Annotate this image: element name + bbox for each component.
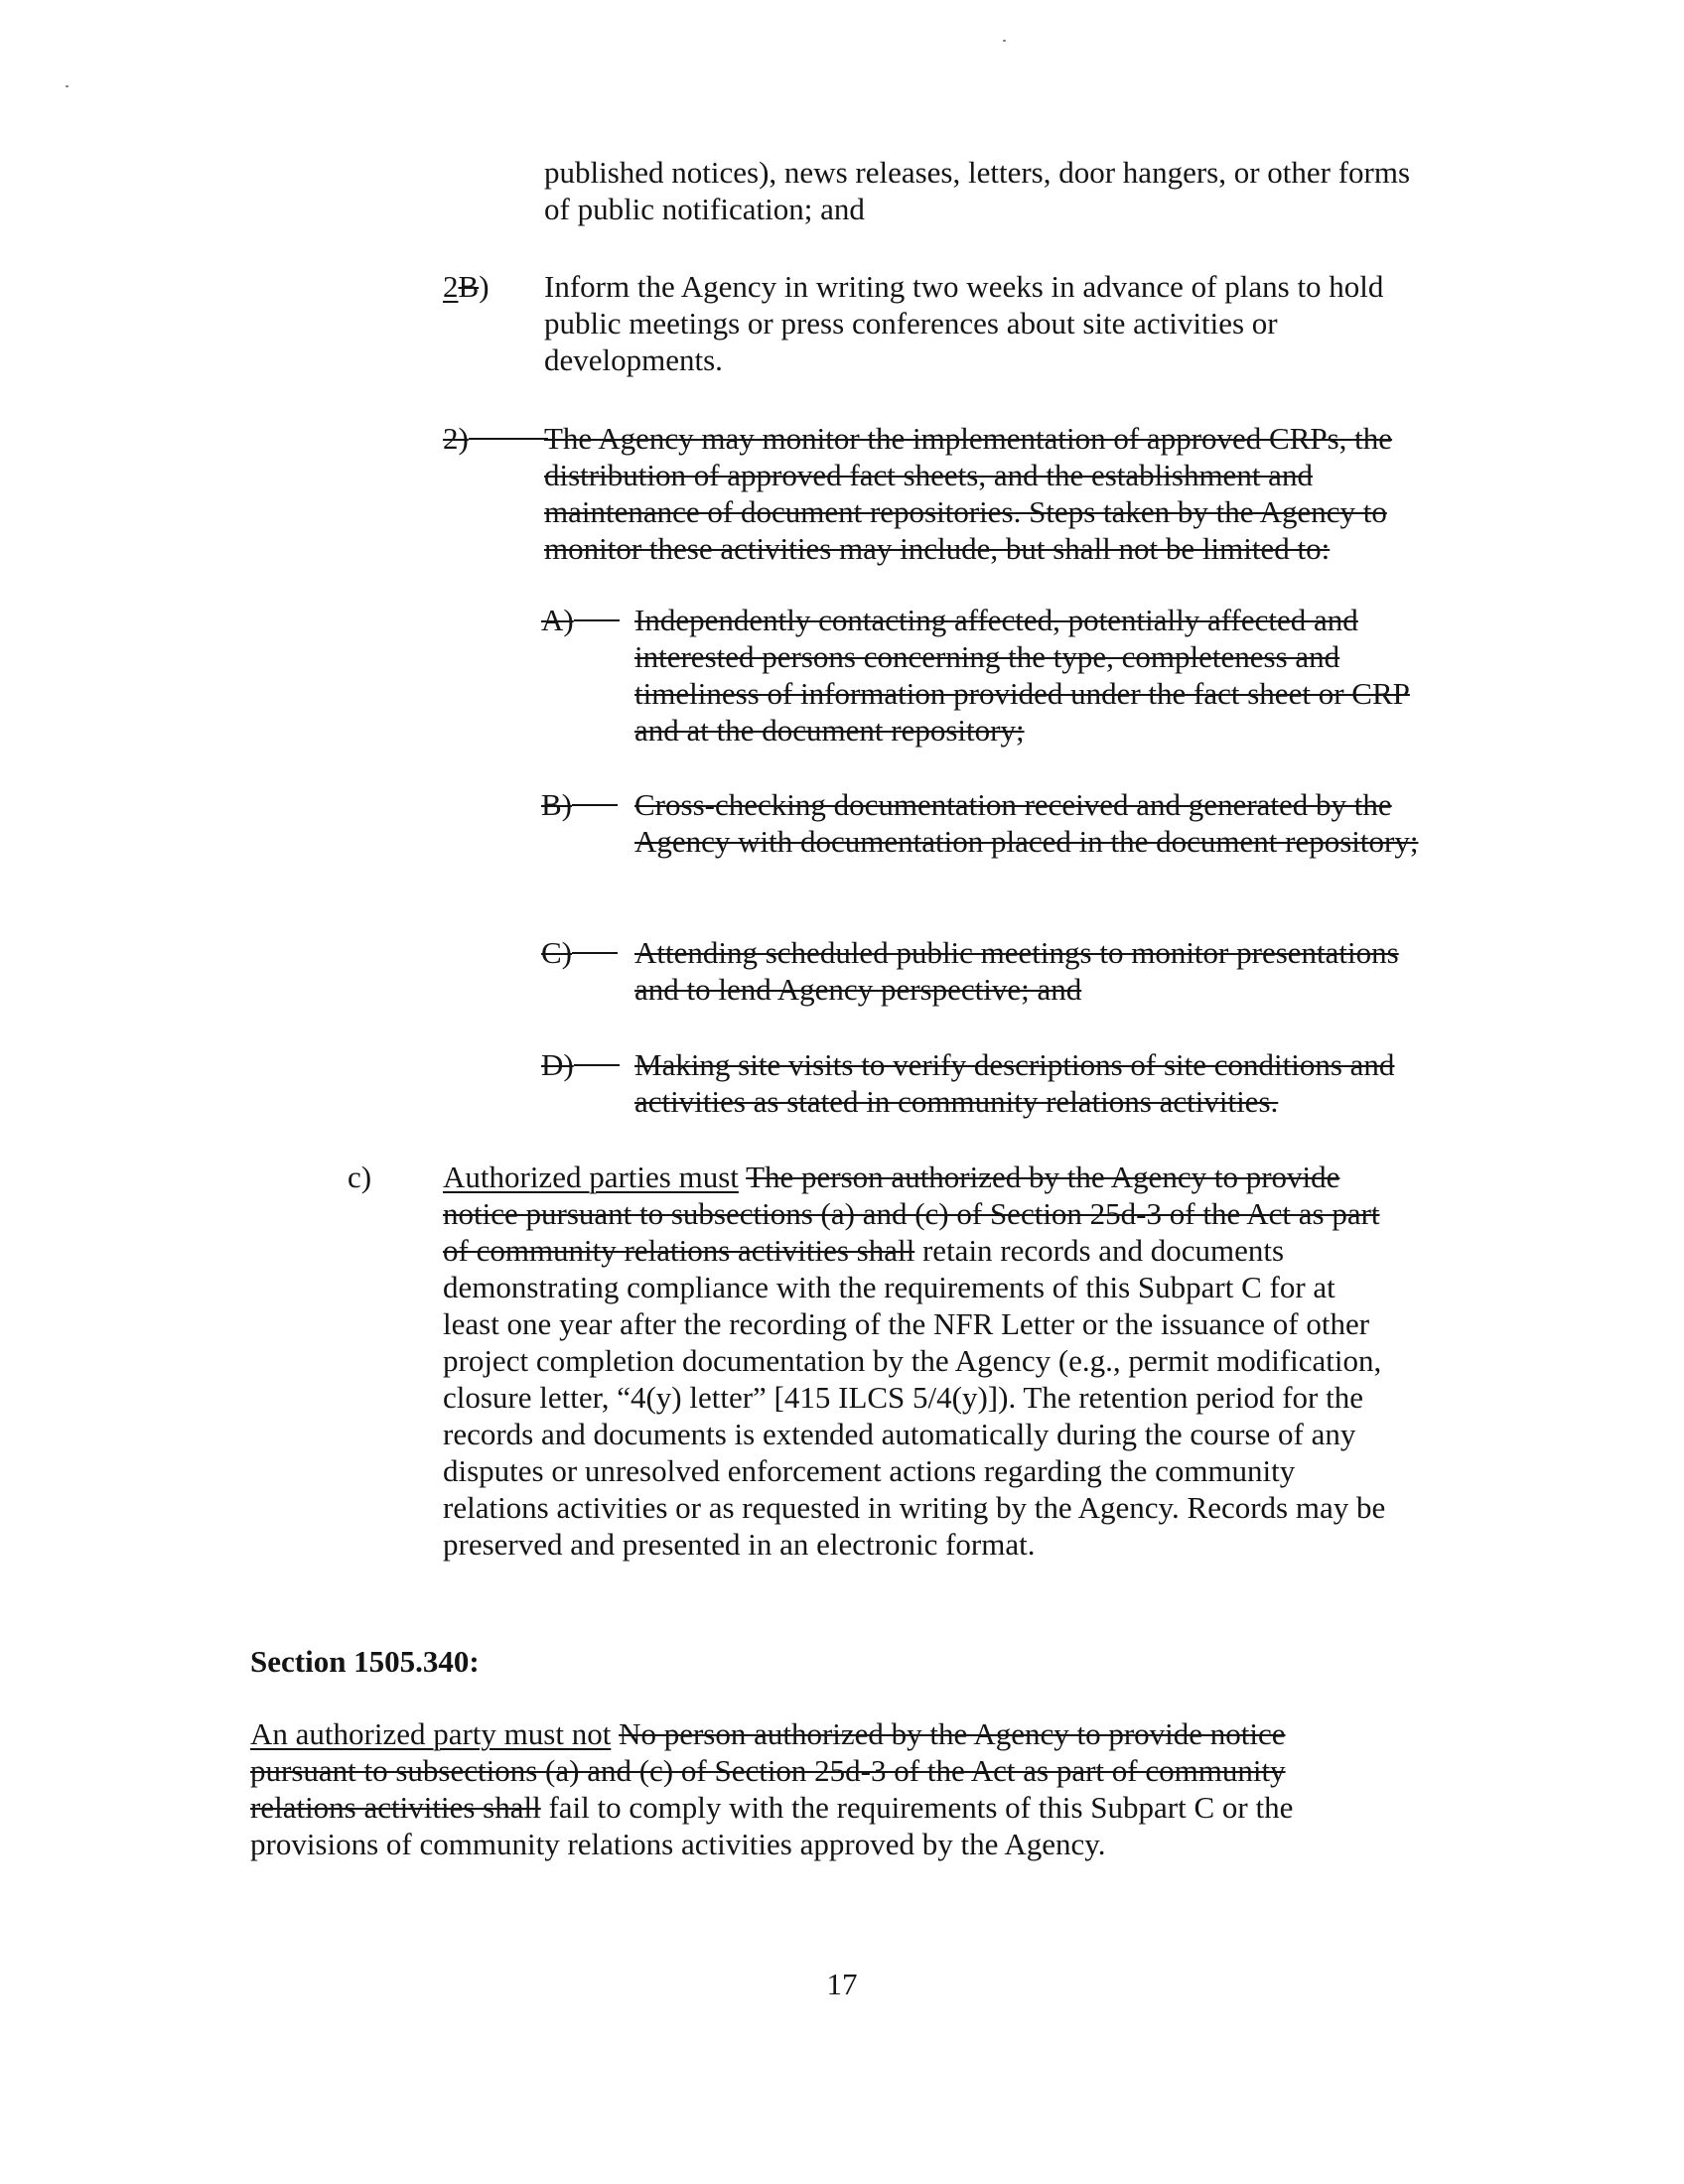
- deleted-list-item-2: [443, 420, 1426, 579]
- continuation-paragraph: [544, 154, 1418, 227]
- section-heading: Section 1505.340:: [250, 1644, 480, 1679]
- list-item-label: 2): [443, 420, 548, 457]
- scan-speck: [1003, 40, 1006, 42]
- subitem-text: Independently contacting affected, potentially affected and interested persons concerning the type, completeness and timeliness of information provided under the fact sheet or CRP and at the document repository;: [634, 603, 1410, 748]
- list-item-text: [443, 1159, 1386, 1563]
- list-item-label: c): [348, 1160, 372, 1194]
- deleted-subitem-a: [541, 602, 1425, 751]
- retained-text: fail to comply with the requirements of this Subpart C or the provisions of community relations activities approved by the Agency.: [250, 1790, 1294, 1861]
- section-paragraph: [250, 1715, 1392, 1862]
- list-item-text: Inform the Agency in writing two weeks in advance of plans to hold public meetings or press conferences about site activities or developments.: [544, 269, 1384, 377]
- label-paren: ): [479, 269, 490, 304]
- list-item-label: [443, 268, 490, 305]
- deleted-subitem-b: [541, 786, 1425, 900]
- deleted-text: The person authorized by the Agency to provide notice pursuant to subsections (a) and (c) of Section 25d-3 of the Act as part of community relations activities shall: [443, 1160, 1380, 1268]
- label-deleted: B: [458, 269, 480, 304]
- deleted-text: No person authorized by the Agency to provide notice pursuant to subsections (a) and (c) of Section 25d-3 of the Act as part of community relations activities shall: [250, 1716, 1286, 1825]
- strike-dash: [574, 1064, 620, 1066]
- subitem-text: Making site visits to verify descriptions of site conditions and activities as stated in community relations activities.: [634, 1047, 1395, 1119]
- inserted-text: An authorized party must not: [250, 1716, 612, 1751]
- subitem-text: Cross-checking documentation received and generated by the Agency with documentation placed in the document repository;: [634, 787, 1419, 859]
- deleted-subitem-d: [541, 1046, 1425, 1126]
- page-number: 17: [826, 1967, 858, 2001]
- scan-speck: [66, 85, 69, 87]
- strike-dash: [572, 804, 618, 806]
- strike-dash: [572, 952, 618, 954]
- subitem-label: D): [541, 1046, 620, 1083]
- retained-text: retain records and documents demonstrating compliance with the requirements of this Subpart C for at least one year after the recording of the NFR Letter or the issuance of other project completion documentation by the Agency (e.g., permit modification, closure letter, “4(y) letter” [415 ILCS 5/4(y)]). The retention period for the records and documents is extended automatically during the course of any disputes or unresolved enforcement actions regarding the community relations activities or as requested in writing by the Agency. Records may be preserved and presented in an electronic format.: [443, 1233, 1386, 1562]
- subitem-label: C): [541, 934, 618, 971]
- inserted-text: Authorized parties must: [443, 1160, 739, 1194]
- subitem-label: B): [541, 786, 618, 823]
- subitem-label: A): [541, 602, 620, 638]
- subitem-text: Attending scheduled public meetings to monitor presentations and to lend Agency perspective; and: [634, 935, 1399, 1007]
- strike-dash: [469, 438, 548, 440]
- continuation-text: published notices), news releases, letters, door hangers, or other forms of public notification; and: [544, 155, 1411, 226]
- list-item-text: The Agency may monitor the implementation of approved CRPs, the distribution of approved fact sheets, and the establishment and maintenance of document repositories. Steps taken by the Agency to monitor these activities may include, but shall not be limited to:: [544, 421, 1393, 566]
- list-item-c: [348, 1159, 1430, 1615]
- list-item-2b: [443, 268, 1426, 387]
- label-inserted: 2: [443, 269, 459, 304]
- strike-dash: [574, 619, 620, 621]
- deleted-subitem-c: [541, 934, 1425, 1014]
